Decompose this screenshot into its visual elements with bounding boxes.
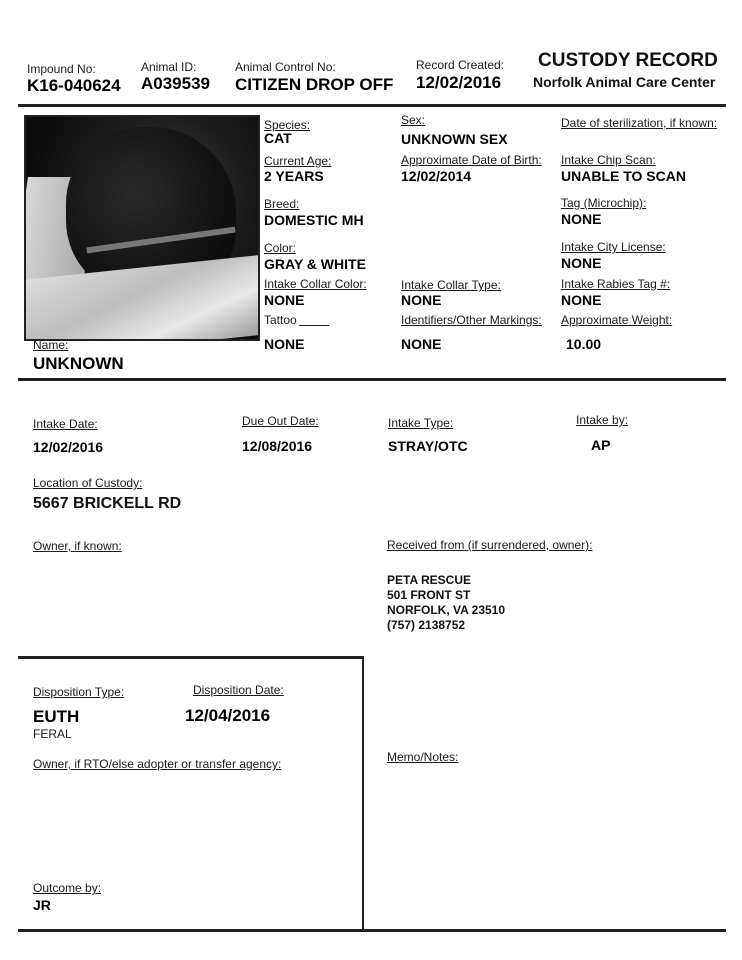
tattoo-line [299,325,329,326]
collar-type-value: NONE [401,292,442,308]
intake-date-value: 12/02/2016 [33,439,104,455]
dob-label: Approximate Date of Birth: [401,153,542,167]
chip-scan-label: Intake Chip Scan: [561,153,656,167]
received-line: PETA RESCUE [387,573,472,587]
age-value: 2 YEARS [264,168,324,184]
owner-label: Owner, if known: [33,539,122,553]
color-label: Color: [264,241,297,255]
header-divider [18,104,726,107]
memo-notes-label: Memo/Notes: [387,750,459,764]
city-license-label: Intake City License: [561,240,666,254]
species-value: CAT [264,130,292,146]
microchip-tag-value: NONE [561,211,602,227]
impound-no-label: Impound No: [27,62,96,76]
animal-section-divider [18,378,726,381]
disposition-date-value: 12/04/2016 [185,706,271,725]
intake-by-value: AP [591,437,611,453]
animal-photo [24,115,260,341]
species-label: Species: [264,118,311,132]
outcome-by-label: Outcome by: [33,881,102,895]
received-from-address [387,573,505,633]
rto-owner-label: Owner, if RTO/else adopter or transfer agency: [33,757,282,771]
intake-date-label: Intake Date: [33,417,98,431]
breed-label: Breed: [264,197,300,211]
collar-color-value: NONE [264,292,305,308]
disposition-subtype: FERAL [33,727,72,741]
disposition-type-value: EUTH [33,707,80,726]
due-out-value: 12/08/2016 [242,438,313,454]
impound-no-value: K16-040624 [27,76,121,95]
chip-scan-value: UNABLE TO SCAN [561,168,686,184]
organization-name: Norfolk Animal Care Center [533,74,716,90]
age-label: Current Age: [264,154,332,168]
bottom-divider [18,929,726,932]
collar-type-label: Intake Collar Type: [401,278,501,292]
document-title: CUSTODY RECORD [538,50,718,71]
location-value: 5667 BRICKELL RD [33,495,182,512]
location-label: Location of Custody: [33,476,143,490]
animal-id-value: A039539 [141,74,211,93]
collar-color-label: Intake Collar Color: [264,277,367,291]
rabies-tag-value: NONE [561,292,602,308]
disposition-box-right [362,656,364,931]
sex-label: Sex: [401,113,426,127]
received-from-label: Received from (if surrendered, owner): [387,538,593,552]
record-created-label: Record Created: [416,58,505,72]
weight-value: 10.00 [566,336,602,352]
record-created-value: 12/02/2016 [416,73,502,92]
sterilization-label: Date of sterilization, if known: [561,116,718,130]
weight-label: Approximate Weight: [561,313,673,327]
intake-type-label: Intake Type: [388,416,454,430]
sex-value: UNKNOWN SEX [401,131,508,147]
intake-type-value: STRAY/OTC [388,438,468,454]
rabies-tag-label: Intake Rabies Tag #: [561,277,671,291]
city-license-value: NONE [561,255,602,271]
intake-by-label: Intake by: [576,413,629,427]
animal-control-value: CITIZEN DROP OFF [235,75,394,94]
outcome-by-value: JR [33,897,51,913]
disposition-type-label: Disposition Type: [33,685,125,699]
received-line: 501 FRONT ST [387,588,471,602]
identifiers-value: NONE [401,336,442,352]
name-label: Name: [33,338,69,352]
animal-control-label: Animal Control No: [235,60,336,74]
color-value: GRAY & WHITE [264,256,366,272]
tattoo-value: NONE [264,336,305,352]
identifiers-label: Identifiers/Other Markings: [401,313,542,327]
due-out-label: Due Out Date: [242,414,319,428]
microchip-tag-label: Tag (Microchip): [561,196,647,210]
received-line: (757) 2138752 [387,618,466,632]
animal-id-label: Animal ID: [141,60,197,74]
received-line: NORFOLK, VA 23510 [387,603,506,617]
name-value: UNKNOWN [33,354,124,373]
dob-value: 12/02/2014 [401,168,472,184]
tattoo-label: Tattoo [264,313,297,327]
breed-value: DOMESTIC MH [264,212,364,228]
disposition-box-top [18,656,364,659]
disposition-date-label: Disposition Date: [193,683,284,697]
